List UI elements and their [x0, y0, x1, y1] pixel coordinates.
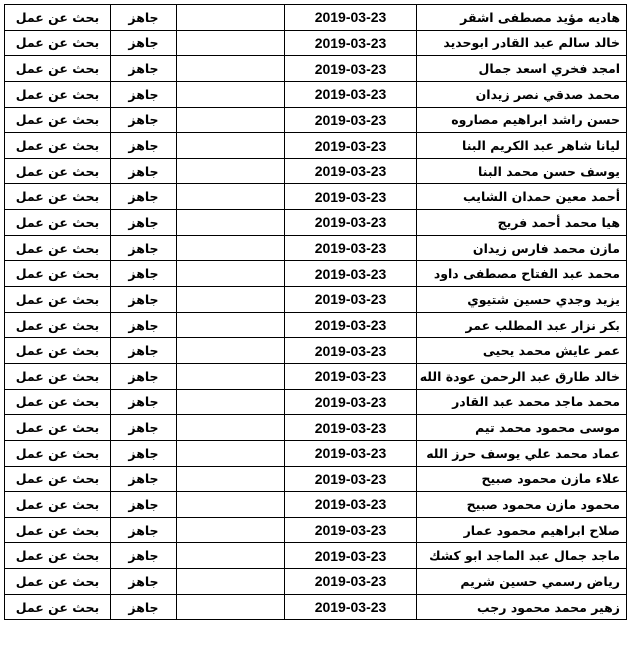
table-row [5, 415, 627, 441]
table-row [5, 594, 627, 620]
table-row [5, 492, 627, 518]
name-cell: محمد عبد الفتاح مصطفى داود [417, 261, 627, 287]
table-row [5, 158, 627, 184]
date-cell: 2019-03-23 [285, 81, 417, 107]
job-status-cell: بحث عن عمل [5, 389, 111, 415]
empty-cell [177, 56, 285, 82]
name-cell: يوسف حسن محمد البنا [417, 158, 627, 184]
name-cell: عمر عايش محمد يحيى [417, 338, 627, 364]
table-row [5, 261, 627, 287]
table-row [5, 133, 627, 159]
name-cell: بكر نزار عبد المطلب عمر [417, 312, 627, 338]
name-cell: يزيد وجدي حسين شتيوي [417, 287, 627, 313]
name-cell: علاء مازن محمود صبيح [417, 466, 627, 492]
name-cell: خالد سالم عبد القادر ابوحديد [417, 30, 627, 56]
date-cell: 2019-03-23 [285, 261, 417, 287]
table-row [5, 569, 627, 595]
status-cell: جاهز [111, 30, 177, 56]
name-cell: محمد ماجد محمد عبد القادر [417, 389, 627, 415]
empty-cell [177, 338, 285, 364]
job-status-cell: بحث عن عمل [5, 517, 111, 543]
job-status-cell: بحث عن عمل [5, 287, 111, 313]
status-cell: جاهز [111, 312, 177, 338]
empty-cell [177, 517, 285, 543]
date-cell: 2019-03-23 [285, 466, 417, 492]
empty-cell [177, 261, 285, 287]
status-cell: جاهز [111, 261, 177, 287]
empty-cell [177, 466, 285, 492]
job-status-cell: بحث عن عمل [5, 338, 111, 364]
date-cell: 2019-03-23 [285, 56, 417, 82]
name-cell: مازن محمد فارس زيدان [417, 235, 627, 261]
empty-cell [177, 415, 285, 441]
date-cell: 2019-03-23 [285, 312, 417, 338]
date-cell: 2019-03-23 [285, 415, 417, 441]
name-cell: أحمد معين حمدان الشايب [417, 184, 627, 210]
name-cell: هاديه مؤيد مصطفى اشقر [417, 5, 627, 31]
job-status-cell: بحث عن عمل [5, 312, 111, 338]
job-status-cell: بحث عن عمل [5, 184, 111, 210]
empty-cell [177, 210, 285, 236]
empty-cell [177, 594, 285, 620]
status-cell: جاهز [111, 338, 177, 364]
status-cell: جاهز [111, 415, 177, 441]
table-row [5, 210, 627, 236]
name-cell: صلاح ابراهيم محمود عمار [417, 517, 627, 543]
table-row [5, 363, 627, 389]
status-cell: جاهز [111, 363, 177, 389]
status-cell: جاهز [111, 389, 177, 415]
date-cell: 2019-03-23 [285, 184, 417, 210]
table-row [5, 81, 627, 107]
status-cell: جاهز [111, 81, 177, 107]
name-cell: زهير محمد محمود رجب [417, 594, 627, 620]
date-cell: 2019-03-23 [285, 5, 417, 31]
applicants-table [4, 4, 627, 620]
empty-cell [177, 81, 285, 107]
date-cell: 2019-03-23 [285, 235, 417, 261]
table-row [5, 56, 627, 82]
table-row [5, 517, 627, 543]
date-cell: 2019-03-23 [285, 30, 417, 56]
status-cell: جاهز [111, 594, 177, 620]
date-cell: 2019-03-23 [285, 338, 417, 364]
name-cell: محمود مازن محمود صبيح [417, 492, 627, 518]
name-cell: رياض رسمي حسين شريم [417, 569, 627, 595]
table-row [5, 107, 627, 133]
job-status-cell: بحث عن عمل [5, 569, 111, 595]
date-cell: 2019-03-23 [285, 389, 417, 415]
table-row [5, 5, 627, 31]
name-cell: حسن راشد ابراهيم مصاروه [417, 107, 627, 133]
date-cell: 2019-03-23 [285, 363, 417, 389]
job-status-cell: بحث عن عمل [5, 56, 111, 82]
empty-cell [177, 492, 285, 518]
job-status-cell: بحث عن عمل [5, 30, 111, 56]
status-cell: جاهز [111, 184, 177, 210]
table-row [5, 184, 627, 210]
status-cell: جاهز [111, 569, 177, 595]
status-cell: جاهز [111, 466, 177, 492]
date-cell: 2019-03-23 [285, 492, 417, 518]
date-cell: 2019-03-23 [285, 440, 417, 466]
table-row [5, 30, 627, 56]
job-status-cell: بحث عن عمل [5, 492, 111, 518]
status-cell: جاهز [111, 210, 177, 236]
table-row [5, 338, 627, 364]
table-row [5, 312, 627, 338]
status-cell: جاهز [111, 107, 177, 133]
status-cell: جاهز [111, 235, 177, 261]
status-cell: جاهز [111, 133, 177, 159]
date-cell: 2019-03-23 [285, 517, 417, 543]
name-cell: ليانا شاهر عبد الكريم البنا [417, 133, 627, 159]
table-row [5, 440, 627, 466]
status-cell: جاهز [111, 492, 177, 518]
name-cell: عماد محمد علي يوسف حرز الله [417, 440, 627, 466]
empty-cell [177, 389, 285, 415]
table-body [5, 5, 627, 620]
status-cell: جاهز [111, 287, 177, 313]
job-status-cell: بحث عن عمل [5, 107, 111, 133]
empty-cell [177, 287, 285, 313]
table-row [5, 466, 627, 492]
date-cell: 2019-03-23 [285, 133, 417, 159]
date-cell: 2019-03-23 [285, 287, 417, 313]
status-cell: جاهز [111, 5, 177, 31]
status-cell: جاهز [111, 158, 177, 184]
name-cell: امجد فخري اسعد جمال [417, 56, 627, 82]
job-status-cell: بحث عن عمل [5, 466, 111, 492]
empty-cell [177, 5, 285, 31]
table-row [5, 389, 627, 415]
date-cell: 2019-03-23 [285, 210, 417, 236]
job-status-cell: بحث عن عمل [5, 210, 111, 236]
empty-cell [177, 184, 285, 210]
job-status-cell: بحث عن عمل [5, 158, 111, 184]
job-status-cell: بحث عن عمل [5, 235, 111, 261]
empty-cell [177, 30, 285, 56]
name-cell: محمد صدقي نصر زيدان [417, 81, 627, 107]
empty-cell [177, 440, 285, 466]
date-cell: 2019-03-23 [285, 594, 417, 620]
empty-cell [177, 158, 285, 184]
name-cell: ماجد جمال عبد الماجد ابو كشك [417, 543, 627, 569]
date-cell: 2019-03-23 [285, 569, 417, 595]
job-status-cell: بحث عن عمل [5, 5, 111, 31]
empty-cell [177, 569, 285, 595]
job-status-cell: بحث عن عمل [5, 415, 111, 441]
status-cell: جاهز [111, 543, 177, 569]
job-status-cell: بحث عن عمل [5, 543, 111, 569]
empty-cell [177, 107, 285, 133]
empty-cell [177, 363, 285, 389]
job-status-cell: بحث عن عمل [5, 440, 111, 466]
job-status-cell: بحث عن عمل [5, 363, 111, 389]
table-row [5, 543, 627, 569]
status-cell: جاهز [111, 517, 177, 543]
table-row [5, 287, 627, 313]
date-cell: 2019-03-23 [285, 543, 417, 569]
job-status-cell: بحث عن عمل [5, 133, 111, 159]
status-cell: جاهز [111, 440, 177, 466]
document-sheet [4, 4, 626, 646]
job-status-cell: بحث عن عمل [5, 81, 111, 107]
name-cell: خالد طارق عبد الرحمن عودة الله [417, 363, 627, 389]
empty-cell [177, 133, 285, 159]
empty-cell [177, 235, 285, 261]
date-cell: 2019-03-23 [285, 158, 417, 184]
date-cell: 2019-03-23 [285, 107, 417, 133]
status-cell: جاهز [111, 56, 177, 82]
name-cell: موسى محمود محمد تيم [417, 415, 627, 441]
job-status-cell: بحث عن عمل [5, 261, 111, 287]
empty-cell [177, 543, 285, 569]
job-status-cell: بحث عن عمل [5, 594, 111, 620]
table-row [5, 235, 627, 261]
empty-cell [177, 312, 285, 338]
name-cell: هيا محمد أحمد فريج [417, 210, 627, 236]
